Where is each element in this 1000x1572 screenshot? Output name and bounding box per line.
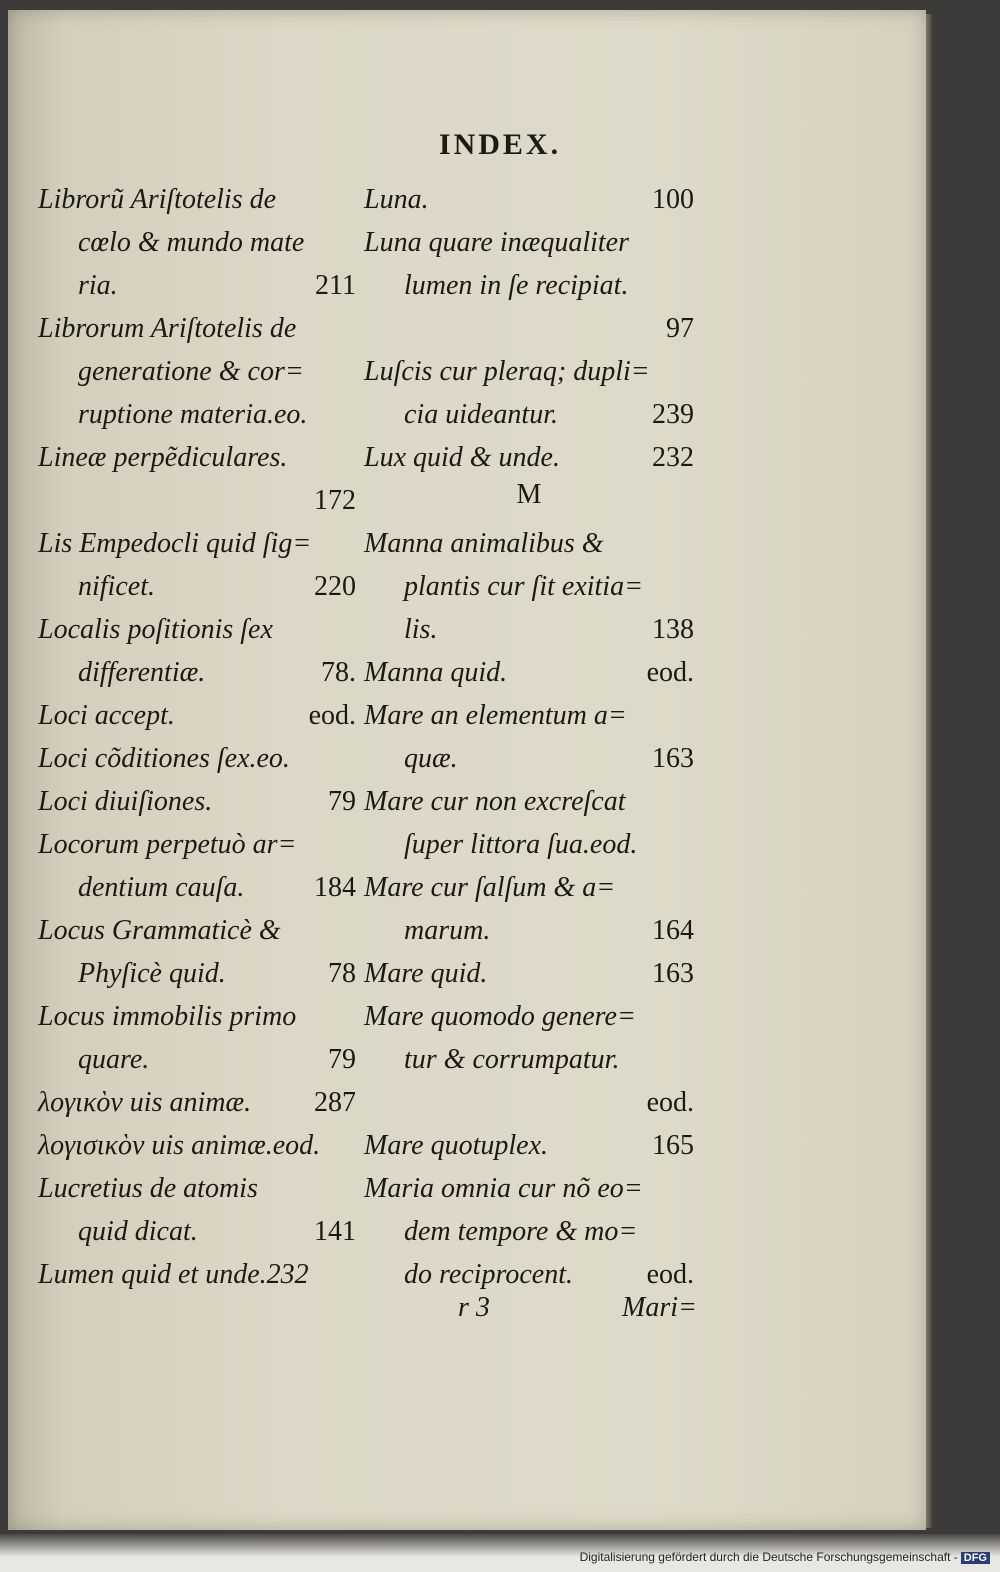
page-reference: 138: [652, 614, 694, 645]
entry-text: cœlo & mundo mate: [78, 227, 305, 258]
index-entry: [364, 522, 694, 651]
entry-text: plantis cur ſit exitia=: [404, 571, 643, 602]
entry-text: ruptione materia.eo.: [78, 399, 308, 430]
index-entry-line: [364, 909, 694, 952]
index-entry: [364, 178, 694, 221]
index-entry: [364, 694, 694, 780]
index-entry: [38, 479, 356, 522]
index-entry-line: [38, 1081, 356, 1124]
entry-text: dem tempore & mo=: [404, 1216, 638, 1247]
footer-text: Digitalisierung gefördert durch die Deutsche Forschungsgemeinschaft -: [579, 1550, 958, 1564]
entry-text: quare.: [78, 1044, 150, 1075]
index-entry-line: [38, 1124, 356, 1167]
index-entry-line: [364, 823, 694, 866]
entry-text: Mare an elementum a=: [364, 700, 627, 731]
index-entry-line: [364, 1038, 694, 1081]
index-column-left: [38, 178, 356, 1296]
entry-text: Manna quid.: [364, 657, 508, 688]
entry-text: Mare quid.: [364, 958, 488, 989]
index-entry-line: [364, 221, 694, 264]
index-entry-line: [364, 737, 694, 780]
entry-text: Phyſicè quid.: [78, 958, 226, 989]
index-entry-line: [38, 264, 356, 307]
entry-text: marum.: [404, 915, 491, 946]
index-entry: [364, 995, 694, 1124]
entry-text: differentiæ.: [78, 657, 206, 688]
index-entry: [364, 1167, 694, 1296]
index-entry-line: [38, 1167, 356, 1210]
entry-text: lis.: [404, 614, 438, 645]
page-reference: 232: [652, 442, 694, 473]
index-entry: [38, 436, 356, 479]
index-entry-line: [38, 823, 356, 866]
page-reference: 172: [314, 485, 356, 516]
index-entry-line: [38, 651, 356, 694]
index-entry-line: [38, 780, 356, 823]
index-entry-line: [38, 737, 356, 780]
page-reference: eod.: [646, 1087, 694, 1118]
entry-text: Loci accept.: [38, 700, 175, 731]
index-entry: [38, 1081, 356, 1124]
entry-text: Lucretius de atomis: [38, 1173, 258, 1204]
index-entry-line: [38, 1038, 356, 1081]
index-entry-line: [38, 522, 356, 565]
entry-text: Locus immobilis primo: [38, 1001, 297, 1032]
signature-mark: r 3: [458, 1292, 490, 1323]
index-entry-line: [364, 1081, 694, 1124]
page-reference: 79: [328, 1044, 356, 1075]
entry-text: Localis poſitionis ſex: [38, 614, 273, 645]
entry-text: Librorũ Ariſtotelis de: [38, 184, 277, 215]
page-reference: 164: [652, 915, 694, 946]
entry-text: nificet.: [78, 571, 155, 602]
index-entry-line: [364, 565, 694, 608]
index-entry-line: [38, 307, 356, 350]
page-reference: 163: [652, 743, 694, 774]
section-letter: M: [516, 479, 542, 510]
index-entry-line: [38, 221, 356, 264]
index-column-right-l: [364, 178, 694, 479]
index-entry: [38, 522, 356, 608]
page-reference: 165: [652, 1130, 694, 1161]
index-entry-line: [38, 952, 356, 995]
index-entry: [38, 909, 356, 995]
index-entry: [38, 1253, 356, 1296]
entry-text: quæ.: [404, 743, 458, 774]
entry-text: Manna animalibus &: [364, 528, 604, 559]
page-reference: 287: [314, 1087, 356, 1118]
page-reference: 79: [328, 786, 356, 817]
index-entry-line: [364, 350, 694, 393]
page-reference: 78.: [321, 657, 356, 688]
index-entry-line: [364, 608, 694, 651]
index-entry-line: [38, 1253, 356, 1296]
page-header: INDEX.: [438, 128, 562, 161]
entry-text: Mare cur non excreſcat: [364, 786, 626, 817]
page-reference: 100: [652, 184, 694, 215]
index-entry-line: [38, 866, 356, 909]
index-entry-line: [364, 436, 694, 479]
index-entry-line: [38, 909, 356, 952]
index-entry: [364, 350, 694, 436]
index-entry-line: [364, 393, 694, 436]
catchword: Mari=: [622, 1292, 697, 1323]
entry-text: ria.: [78, 270, 118, 301]
index-entry-line: [364, 522, 694, 565]
entry-text: Mare quomodo genere=: [364, 1001, 636, 1032]
entry-text: Locorum perpetuò ar=: [38, 829, 297, 860]
index-entry-line: [364, 307, 694, 350]
index-entry: [38, 1124, 356, 1167]
index-entry-line: [364, 178, 694, 221]
index-entry-line: [364, 1167, 694, 1210]
page-reference: 78: [328, 958, 356, 989]
entry-text: λογισικὸν uis animæ.eod.: [38, 1130, 321, 1161]
entry-text: generatione & cor=: [78, 356, 304, 387]
entry-text: lumen in ſe recipiat.: [404, 270, 629, 301]
index-entry: [38, 995, 356, 1081]
entry-text: Luna quare inæqualiter: [364, 227, 629, 258]
index-entry: [38, 178, 356, 307]
index-entry-line: [38, 694, 356, 737]
index-entry: [364, 651, 694, 694]
index-entry-line: [364, 780, 694, 823]
index-entry: [38, 608, 356, 694]
entry-text: tur & corrumpatur.: [404, 1044, 620, 1075]
entry-text: Lumen quid et unde.232: [38, 1259, 309, 1290]
entry-text: Maria omnia cur nõ eo=: [364, 1173, 643, 1204]
page-reference: eod.: [646, 1259, 694, 1290]
index-entry-line: [364, 651, 694, 694]
page-reference: 141: [314, 1216, 356, 1247]
dfg-logo: DFG: [961, 1552, 990, 1564]
entry-text: Mare quotuplex.: [364, 1130, 549, 1161]
index-entry-line: [364, 1210, 694, 1253]
entry-text: Luſcis cur pleraq; dupli=: [364, 356, 650, 387]
index-entry-line: [38, 995, 356, 1038]
page-reference: 184: [314, 872, 356, 903]
page-reference: 97: [666, 313, 694, 344]
index-entry-line: [38, 350, 356, 393]
index-entry: [364, 436, 694, 479]
entry-text: quid dicat.: [78, 1216, 198, 1247]
index-entry: [38, 823, 356, 909]
entry-text: Librorum Ariſtotelis de: [38, 313, 297, 344]
index-entry-line: [38, 608, 356, 651]
page-reference: 239: [652, 399, 694, 430]
entry-text: dentium cauſa.: [78, 872, 245, 903]
page-reference: 163: [652, 958, 694, 989]
index-entry-line: [364, 995, 694, 1038]
index-entry-line: [364, 1253, 694, 1296]
index-entry: [364, 780, 694, 866]
index-entry-line: [364, 1124, 694, 1167]
digitization-footer: [580, 1550, 990, 1564]
entry-text: cia uideantur.: [404, 399, 558, 430]
index-entry: [38, 694, 356, 737]
index-entry-line: [38, 1210, 356, 1253]
entry-text: do reciprocent.: [404, 1259, 573, 1290]
entry-text: Lis Empedocli quid ſig=: [38, 528, 312, 559]
entry-text: Lineæ perpẽdiculares.: [38, 442, 288, 473]
index-entry: [364, 952, 694, 995]
index-entry: [38, 307, 356, 436]
page-reference: eod.: [308, 700, 356, 731]
index-entry-line: [364, 694, 694, 737]
index-entry: [364, 1124, 694, 1167]
entry-text: Luna.: [364, 184, 429, 215]
index-entry: [364, 866, 694, 952]
entry-text: Locus Grammaticè &: [38, 915, 281, 946]
entry-text: Loci cõditiones ſex.eo.: [38, 743, 290, 774]
entry-text: Loci diuiſiones.: [38, 786, 213, 817]
page-edge: [926, 14, 932, 1528]
page-reference: 211: [315, 270, 356, 301]
entry-text: ſuper littora ſua.eod.: [404, 829, 638, 860]
entry-text: Lux quid & unde.: [364, 442, 560, 473]
index-entry-line: [38, 393, 356, 436]
index-entry-line: [364, 264, 694, 307]
index-column-right-m: [364, 522, 694, 1296]
index-entry-line: [38, 178, 356, 221]
index-entry-line: [364, 866, 694, 909]
index-entry-line: [364, 952, 694, 995]
index-entry-line: [38, 565, 356, 608]
index-entry-line: [38, 436, 356, 479]
page-reference: 220: [314, 571, 356, 602]
index-entry: [38, 780, 356, 823]
entry-text: Mare cur ſalſum & a=: [364, 872, 616, 903]
page-reference: eod.: [646, 657, 694, 688]
index-entry-line: [38, 479, 356, 522]
index-entry: [38, 1167, 356, 1253]
entry-text: λογικὸν uis animæ.: [38, 1087, 252, 1118]
index-entry: [38, 737, 356, 780]
index-entry: [364, 221, 694, 350]
